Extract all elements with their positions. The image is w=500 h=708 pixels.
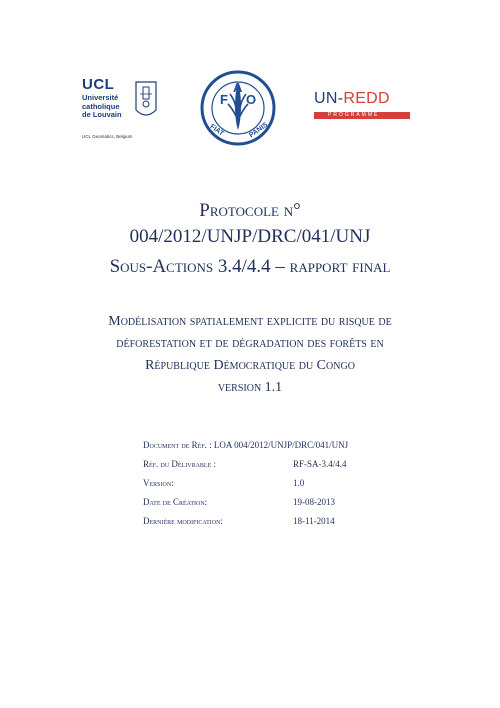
fao-letter-f: F — [220, 92, 228, 107]
title-sub-actions: Sous-Actions 3.4/4.4 – rapport final — [109, 256, 391, 277]
document-metadata — [143, 440, 443, 535]
meta-label: Réf. du Délivrable : — [143, 459, 216, 469]
meta-value: RF-SA-3.4/4.4 — [293, 459, 347, 469]
title-protocol: Protocole n° — [199, 200, 301, 221]
ucl-logo-name — [82, 94, 122, 120]
unredd-word-redd: REDD — [343, 90, 390, 107]
meta-row-version — [143, 478, 443, 497]
meta-label: Version: — [143, 478, 174, 488]
subtitle-line-1: Modélisation spatialement explicite du risque de — [108, 314, 392, 329]
subtitle-block — [40, 311, 460, 377]
fao-letter-o: O — [246, 92, 257, 107]
subtitle-line-2: déforestation et de dégradation des forêts en — [116, 336, 384, 351]
title-reference: 004/2012/UNJP/DRC/041/UNJ — [129, 226, 371, 247]
meta-row-created — [143, 497, 443, 516]
ucl-logo-word: UCL — [82, 76, 115, 93]
ucl-footer: UCL Geomatics, Belgium — [82, 134, 133, 139]
unredd-logo-word — [314, 90, 390, 108]
meta-label: Dernière modification: — [143, 516, 223, 526]
meta-row-modified — [143, 516, 443, 535]
unredd-word-un: UN- — [314, 90, 344, 107]
ucl-line-1: Université — [82, 93, 119, 102]
fao-logo-icon — [200, 68, 276, 148]
ucl-seal-icon — [134, 80, 158, 120]
fao-motto-right: PANIS — [248, 121, 270, 140]
meta-value: 18-11-2014 — [293, 516, 335, 526]
ucl-logo — [82, 76, 162, 142]
subtitle-line-3: République Démocratique du Congo — [145, 358, 355, 373]
meta-doc-ref-text: Document de Réf. : LOA 004/2012/UNJP/DRC/041/UNJ — [143, 440, 349, 450]
logo-bar — [0, 68, 500, 148]
fao-motto-left: FIAT — [208, 123, 225, 138]
fao-letter-a: A — [233, 80, 243, 95]
meta-doc-ref — [143, 440, 443, 459]
unredd-programme: PROGRAMME — [328, 112, 380, 118]
ucl-line-2: catholique — [82, 101, 120, 111]
subtitle-version: version 1.1 — [217, 380, 283, 395]
meta-row-deliverable — [143, 459, 443, 478]
meta-value: 1.0 — [293, 478, 305, 488]
ucl-line-3: de Louvain — [82, 110, 122, 119]
meta-label: Date de Création: — [143, 497, 208, 507]
unredd-logo — [314, 90, 414, 130]
meta-value: 19-08-2013 — [293, 497, 335, 507]
